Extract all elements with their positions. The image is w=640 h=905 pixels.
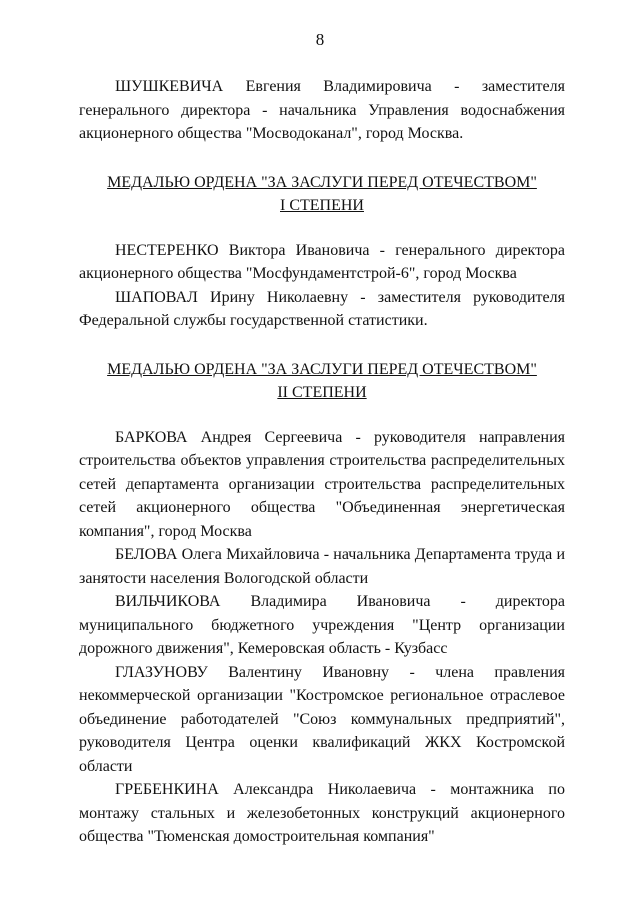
section-heading-line2: I СТЕПЕНИ [280, 196, 364, 214]
award-paragraph: ГРЕБЕНКИНА Александра Николаевича - монтажника по монтажу стальных и железобетонных конструкций акционерного общества "Тюменская домостроительная компания" [79, 781, 565, 845]
page-number: 8 [315, 30, 325, 49]
spacer [79, 404, 565, 426]
spacer [79, 217, 565, 239]
section-heading-line1: МЕДАЛЬЮ ОРДЕНА "ЗА ЗАСЛУГИ ПЕРЕД ОТЕЧЕСТВОМ" [107, 360, 537, 378]
award-paragraph: ШУШКЕВИЧА Евгения Владимировича - заместителя генерального директора - начальника Управления водоснабжения акционерного общества "Мосводоканал", город Москва. [79, 78, 565, 142]
award-paragraph: ШАПОВАЛ Ирину Николаевну - заместителя руководителя Федеральной службы государственной статистики. [79, 288, 565, 329]
section-heading-degree [79, 381, 565, 404]
document-body [79, 75, 565, 849]
spacer [79, 146, 565, 171]
section-heading-line1: МЕДАЛЬЮ ОРДЕНА "ЗА ЗАСЛУГИ ПЕРЕД ОТЕЧЕСТВОМ" [107, 173, 537, 191]
section-heading-degree [79, 194, 565, 217]
award-paragraph: ГЛАЗУНОВУ Валентину Ивановну - члена правления некоммерческой организации "Костромское региональное отраслевое объединение работодателей "Союз коммунальных предприятий", руководителя Центра оценки квалификаций ЖКХ Костромской области [79, 663, 565, 775]
section-heading-line2: II СТЕПЕНИ [277, 383, 367, 401]
award-paragraph: БЕЛОВА Олега Михайловича - начальника Департамента труда и занятости населения Вологодской области [79, 546, 565, 587]
award-paragraph: БАРКОВА Андрея Сергеевича - руководителя направления строительства объектов управления строительства распределительных сетей департамента организации строительства распределительных сетей акционерного общества "Объединенная энергетическая компания", город Москва [79, 428, 565, 540]
section-heading [79, 171, 565, 194]
award-paragraph: НЕСТЕРЕНКО Виктора Ивановича - генерального директора акционерного общества "Мосфундаментстрой-6", город Москва [79, 241, 565, 282]
spacer [79, 333, 565, 358]
section-heading [79, 358, 565, 381]
award-paragraph: ВИЛЬЧИКОВА Владимира Ивановича - директора муниципального бюджетного учреждения "Центр организации дорожного движения", Кемеровская область - Кузбасс [79, 593, 565, 657]
